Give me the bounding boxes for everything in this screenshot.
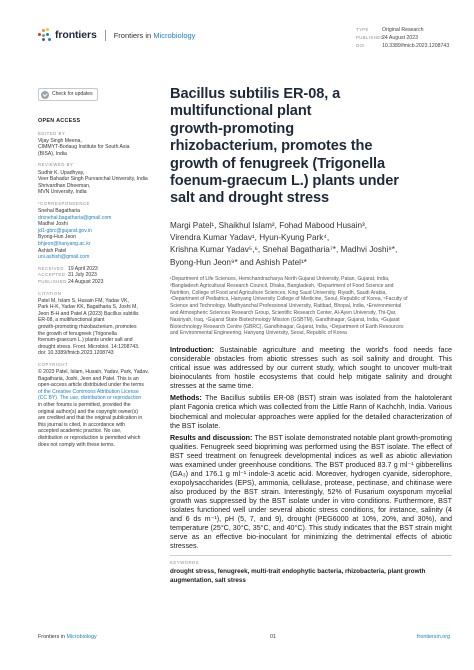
reviewer-line: Veer Bahadur Singh Purvanchal University, India bbox=[38, 176, 148, 183]
affiliation-line: and Environmental Engineering, Hanyang University, Seoul, Republic of Korea bbox=[170, 330, 347, 337]
date-row bbox=[38, 272, 154, 279]
affiliation-line: ²Bangladesh Agricultural Research Council, Dhaka, Bangladesh, ³Department of Food Science and bbox=[170, 282, 394, 289]
citation-line: Patel M, Islam S, Husain FM, Yadav VK, bbox=[38, 297, 129, 304]
copyright-line: © 2023 Patel, Islam, Husain, Yadav, Park, Yadav, bbox=[38, 369, 149, 376]
title-line: growth of fenugreek (Trigonella bbox=[170, 155, 386, 172]
copyright-line[interactable]: (CC BY). The use, distribution or reproduction bbox=[38, 395, 142, 402]
copyright-line: in other forums is permitted, provided the bbox=[38, 402, 131, 409]
affiliation-line: ¹Department of Life Sciences, Hemchandracharya North Gujarat University, Patan, Gujarat, India, bbox=[170, 276, 390, 283]
copyright-line: this journal is cited, in accordance with bbox=[38, 421, 125, 428]
citation-line: doi: 10.3389/fmicb.2023.1208743 bbox=[38, 350, 114, 357]
keywords-section bbox=[170, 555, 452, 585]
citation-line: growth-promoting rhizobacterium, promotes bbox=[38, 324, 137, 331]
page-header bbox=[38, 24, 450, 52]
citation-line: Park H-K, Yadav KK, Bagatharia S, Joshi M, bbox=[38, 304, 138, 311]
journal-subject: Microbiology bbox=[153, 30, 196, 40]
reviewer-line: Sudhir K. Upadhyay, bbox=[38, 169, 85, 176]
copyright-label: COPYRIGHT bbox=[38, 362, 69, 367]
date-label: ACCEPTED bbox=[38, 272, 66, 278]
affiliation-line: and Atmospheric Sciences Research Group, Scientific Research Center, Al-Ayen University, Thi-Qar, bbox=[170, 310, 397, 317]
title-line: rhizobacterium, promotes the bbox=[170, 138, 373, 155]
meta-published: PUBLISHED24 August 2023 bbox=[356, 35, 419, 41]
author-line: Virendra Kumar Yadav¹, Hyun-Kyung Park⁴, bbox=[170, 233, 330, 243]
affiliation-line: Nasiriyah, Iraq, ⁷Gujarat State Biotechnology Mission (GSBTM), Gandhinagar, Gujarat, India, ⁸Gujarat bbox=[170, 316, 400, 323]
correspondence-line: Madhvi Joshi bbox=[38, 221, 68, 228]
copyright-line: open-access article distributed under the terms bbox=[38, 382, 144, 389]
correspondence-line[interactable]: uni.ashish@gmail.com bbox=[38, 254, 90, 261]
abstract bbox=[170, 346, 452, 551]
affiliation-line: Science and Technology, Madhyanchal Professional University, Ratibad, Bhopal, India, ⁶Environmental bbox=[170, 303, 402, 310]
main-content bbox=[170, 86, 452, 585]
abstract-paragraph bbox=[170, 346, 452, 391]
reviewed-by-label: REVIEWED BY bbox=[38, 162, 74, 168]
title-line: growth-promoting bbox=[170, 120, 295, 137]
abstract-paragraph bbox=[170, 394, 452, 430]
reviewed-by-list bbox=[38, 170, 154, 196]
sidebar bbox=[38, 88, 154, 448]
title-line: salt and drought stress bbox=[170, 190, 330, 207]
check-for-updates-button[interactable] bbox=[38, 88, 98, 101]
author-line: Margi Patel¹, Shaikhul Islam², Fohad Mabood Husain³, bbox=[170, 220, 368, 230]
copyright-line: accepted academic practice. No use, bbox=[38, 428, 122, 435]
correspondence-line[interactable]: bhjeon@hanyang.ac.kr bbox=[38, 241, 91, 247]
copyright-line: does not comply with these terms. bbox=[38, 441, 116, 448]
date-row bbox=[38, 266, 154, 273]
author-list bbox=[170, 220, 452, 269]
citation-line: ER-08, a multifunctional plant bbox=[38, 317, 105, 324]
correspondence-line[interactable]: jd1-gbrc@gujarat.gov.in bbox=[38, 227, 92, 234]
correspondence-line: Snehal Bagatharia bbox=[38, 208, 80, 215]
citation-line: foenum-graecum L.) plants under salt and bbox=[38, 337, 133, 344]
editor-line: (BISA), India bbox=[38, 150, 67, 157]
date-value: 24 August 2023 bbox=[68, 278, 104, 285]
abstract-text: The Bacillus subtilis ER-08 (BST) strain was isolated from the halotolerant plant Fagonia cretica which was collected from the Little Rann of Kachchh, India. Various biochemical and molecular approaches were applied for the detailed characterization of the BST isolate. bbox=[170, 394, 452, 430]
copyright-line: distribution or reproduction is permitted which bbox=[38, 435, 141, 442]
keyword-line: drought stress, fenugreek, multi-trait endophytic bacteria, rhizobacteria, plant growth bbox=[170, 568, 426, 576]
abstract-text: The BST isolate demonstrated notable plant growth-promoting qualities. Fenugreek seed biopriming was performed using the BST isolate. The effect of BST seed treatment on fenugreek developmental indices as well as abiotic alleviation was examined under greenhouse conditions. The BST produced 83.7 g ml⁻¹ gibberellins (GA₃) and 176.1 g ml⁻¹ indole-3 acetic acid. Moreover, hydrogen cyanide, siderophore, exopolysaccharides (EPS), ammonia, cellulase, protease, pectinase, and chitinase were also produced by the BST strain. Interestingly, 52% of Fusarium oxysporum mycelial growth was suppressed by the BST isolate under in vitro conditions. Furthermore, BST isolates functioned well under several abiotic stress conditions, for instance, salinity (4 and 6 ds m⁻¹), pH (5, 7, and 9), drought (PEG6000 at 10%, 20%, and 30%), and temperature (25°C, 30°C, 35°C, and 40°C). This study indicates that the BST strain might serve as an effective bio-inoculant for minimizing the detrimental effects of abiotic stresses. bbox=[170, 433, 452, 551]
correspondence-line[interactable]: drsnehal.bagatharia@gmail.com bbox=[38, 214, 112, 221]
title-line: foenum-graecum L.) plants under bbox=[170, 173, 399, 190]
date-label: RECEIVED bbox=[38, 265, 64, 271]
reviewer-line: MVN University, India bbox=[38, 189, 87, 196]
keywords-list bbox=[170, 568, 452, 585]
abstract-section-label: Introduction: bbox=[170, 346, 220, 355]
dates-list bbox=[38, 266, 154, 286]
keywords-label: KEYWORDS bbox=[170, 560, 200, 566]
author-line: Krishna Kumar Yadav⁵,⁶, Snehal Bagatharia⁷*, Madhvi Joshi⁸*, bbox=[170, 245, 398, 255]
abstract-section-label: Results and discussion: bbox=[170, 433, 255, 442]
logo-divider bbox=[105, 30, 106, 41]
footer-journal: Frontiers in Microbiology bbox=[38, 634, 97, 640]
copyright-text bbox=[38, 369, 154, 448]
abstract-text: Sustainable agriculture and meeting the world's food needs face considerable obstacles from abiotic stresses such as soil salinity and drought. This critical issue was addressed by our current study, which sought to uncover multi-trait bioinoculants from hostile ecosystems that could help mitigate salinity and drought stresses at the same time. bbox=[170, 346, 452, 391]
affiliation-line: Biotechnology Research Centre (GBRC), Gandhinagar, Gujarat, India, ⁹Department of Earth Resources bbox=[170, 323, 404, 330]
logo-wordmark: frontiers bbox=[55, 29, 97, 41]
citation-line: the growth of fenugreek (Trigonella bbox=[38, 330, 117, 337]
correspondence-label: *CORRESPONDENCE bbox=[38, 200, 90, 206]
citation-text bbox=[38, 298, 154, 357]
citation-line: Jeon B-H and Patel A (2023) Bacillus subtilis bbox=[38, 310, 139, 317]
open-access-heading: OPEN ACCESS bbox=[38, 118, 81, 124]
editor-line: Vijay Singh Meena, bbox=[38, 137, 82, 144]
journal-prefix: Frontiers in bbox=[113, 30, 154, 40]
abstract-paragraph bbox=[170, 434, 452, 552]
frontiers-logo[interactable] bbox=[38, 28, 195, 42]
frontiers-logo-icon bbox=[38, 28, 52, 42]
citation-label: CITATION bbox=[38, 290, 62, 296]
article-meta bbox=[356, 26, 449, 50]
edited-by-label: EDITED BY bbox=[38, 130, 66, 136]
check-icon bbox=[41, 91, 49, 99]
correspondence-list bbox=[38, 208, 154, 261]
editor-line: CIMMYT-Borlaug Institute for South Asia bbox=[38, 144, 130, 151]
citation-line: drought stress. Front. Microbiol. 14:1208743. bbox=[38, 343, 140, 350]
affiliation-line: ⁴Department of Pediatrics, Hanyang University College of Medicine, Seoul, Republic of Korea, ⁵Faculty of bbox=[170, 296, 408, 303]
journal-name bbox=[114, 31, 196, 40]
copyright-line[interactable]: of the Creative Commons Attribution License bbox=[38, 388, 139, 395]
article-title bbox=[170, 86, 452, 208]
abstract-section-label: Methods: bbox=[170, 394, 206, 403]
date-value: 19 April 2023 bbox=[68, 265, 98, 272]
copyright-line: original author(s) and the copyright owner(s) bbox=[38, 408, 138, 415]
meta-doi[interactable]: DOI 10.3389/fmicb.2023.1208743 bbox=[356, 43, 450, 49]
title-line: Bacillus subtilis ER-08, a bbox=[170, 86, 341, 102]
correspondence-line: Ashish Patel bbox=[38, 247, 67, 254]
affiliation-line: Nutrition, College of Food and Agriculture Sciences, King Saud University, Riyadh, Saudi Arabia, bbox=[170, 289, 387, 296]
correspondence-line: Byong-Hun Jeon bbox=[38, 234, 76, 241]
date-label: PUBLISHED bbox=[38, 278, 67, 284]
date-row bbox=[38, 279, 154, 286]
check-for-updates-label: Check for updates bbox=[52, 91, 93, 98]
author-line: Byong-Hun Jeon⁹* and Ashish Patel¹* bbox=[170, 257, 307, 267]
edited-by-list bbox=[38, 138, 154, 158]
reviewer-line: Shrivardhan Dheeman, bbox=[38, 182, 91, 189]
footer-site-link[interactable]: frontiersin.org bbox=[417, 634, 450, 640]
title-line: multifunctional plant bbox=[170, 103, 312, 120]
copyright-line: Bagatharia, Joshi, Jeon and Patel. This is an bbox=[38, 375, 139, 382]
affiliations bbox=[170, 276, 452, 337]
keyword-line: augmentation, salt stress bbox=[170, 576, 246, 584]
copyright-line: are credited and that the original publication in bbox=[38, 415, 143, 422]
page-number: 01 bbox=[270, 634, 276, 640]
date-value: 31 July 2023 bbox=[68, 272, 97, 279]
meta-type: TYPE Original Research bbox=[356, 27, 424, 33]
